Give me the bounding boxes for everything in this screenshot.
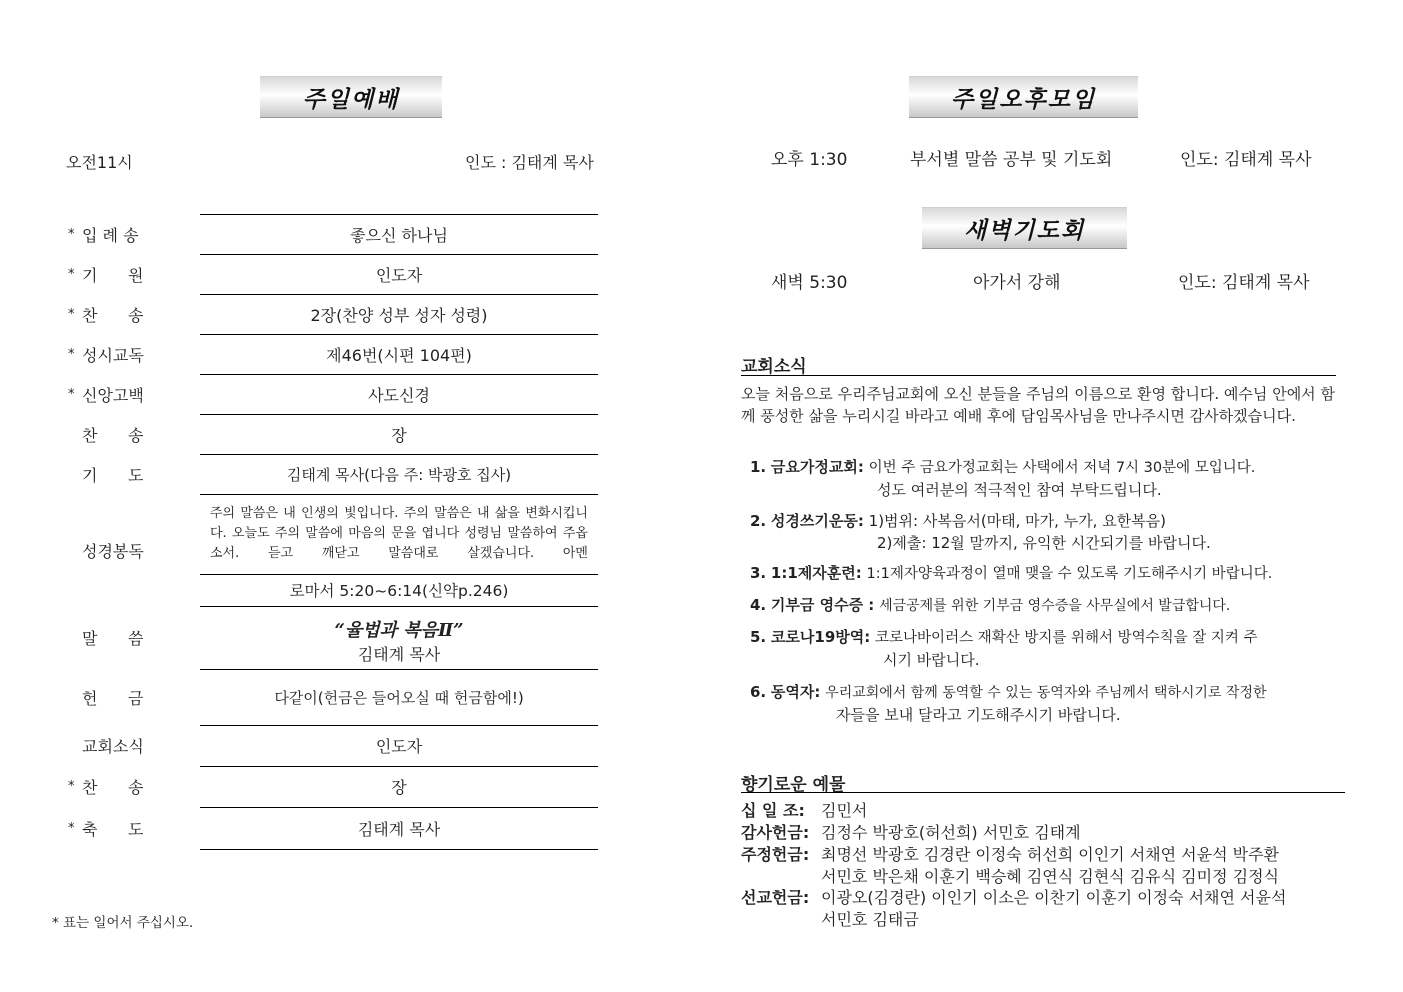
dawn-prayer-title: 새벽기도회 (922, 207, 1127, 249)
news-intro: 오늘 처음으로 우리주님교회에 오신 분들을 주님의 이름으로 환영 합니다. 예수님 안에서 함께 풍성한 삶을 누리시길 바라고 예배 후에 담임목사님을 만나주시면 감사하겠습니다. (741, 385, 1335, 425)
afternoon-leader: 인도: 김태계 목사 (1180, 150, 1312, 170)
order-label: 찬 송 (82, 778, 144, 797)
dawn-desc: 아가서 강해 (973, 273, 1061, 293)
news-num: 5. (750, 628, 767, 646)
news-heading: 교회소식 (741, 357, 807, 377)
news-key: 성경쓰기운동: (770, 512, 864, 530)
news-key: 코로나19방역: (770, 628, 871, 646)
service-leader: 인도 : 김태계 목사 (465, 153, 594, 172)
reading-prayer: 주의 말씀은 내 인생의 빛입니다. 주의 말씀은 내 삶을 변화시킵니다. 오늘도 주의 말씀에 마음의 문을 엽니다 성령님 말씀하여 주옵소서. 듣고 깨닫고 말씀대로 살겠습니다. 아멘 (210, 506, 588, 561)
news-line-2: 자들을 보내 달라고 기도해주시기 바랍니다. (836, 706, 1121, 724)
news-key: 동역자: (770, 683, 821, 701)
order-row-invocation (60, 254, 600, 294)
order-label: 신앙고백 (82, 385, 144, 405)
news-item-6 (750, 681, 1340, 726)
news-num: 6. (750, 683, 767, 701)
order-label: 찬 송 (82, 305, 144, 325)
service-time: 오전11시 (66, 153, 133, 172)
offering-weekly (741, 844, 1279, 887)
order-content: 다같이(헌금은 들어오실 때 헌금함에!) (274, 688, 524, 707)
order-row-benediction (60, 807, 600, 849)
offering-names: 김민서 (821, 801, 868, 820)
order-label: 기 도 (82, 465, 144, 485)
order-label: 기 원 (82, 265, 144, 285)
news-item-5 (750, 626, 1340, 671)
order-row-entrance (60, 214, 600, 254)
offering-names-2: 서민호 김태금 (821, 909, 919, 929)
dawn-time: 새벽 5:30 (771, 273, 848, 293)
standing-mark: * (68, 386, 75, 402)
news-line: 우리교회에서 함께 동역할 수 있는 동역자와 주님께서 택하시기로 작정한 (825, 685, 1267, 701)
order-row-hymn-1 (60, 294, 600, 334)
offering-key: 감사헌금: (741, 823, 810, 842)
news-item-1 (750, 456, 1340, 501)
offering-key: 십 일 조: (741, 801, 805, 820)
afternoon-time: 오후 1:30 (771, 150, 848, 170)
reading-reference: 로마서 5:20~6:14(신약p.246) (289, 582, 509, 600)
news-key: 금요가정교회: (770, 458, 864, 476)
order-label: 성경봉독 (82, 541, 144, 561)
order-content: 인도자 (375, 265, 423, 285)
offering-thanks (741, 822, 1081, 844)
news-num: 4. (750, 596, 767, 614)
order-content: 2장(찬양 성부 성자 성령) (310, 305, 488, 325)
news-line: 코로나바이러스 재확산 방지를 위해서 방역수칙을 잘 지켜 주 (875, 630, 1258, 646)
order-row-announcements (60, 725, 600, 766)
order-row-responsive-reading (60, 334, 600, 374)
order-label: 입 례 송 (82, 225, 139, 245)
order-label: 교회소식 (82, 737, 144, 756)
order-row-creed (60, 374, 600, 414)
standing-mark: * (68, 266, 75, 282)
order-content: 김태계 목사(다음 주: 박광호 집사) (286, 465, 512, 484)
news-line: 1)범위: 사복음서(마태, 마가, 누가, 요한복음) (868, 512, 1167, 530)
news-item-3 (750, 562, 1340, 585)
footnote: * 표는 일어서 주십시오. (52, 915, 194, 931)
offering-heading: 향기로운 예물 (741, 775, 846, 795)
offering-names: 최명선 박광호 김경란 이정숙 허선희 이인기 서채연 서윤석 박주환 (821, 845, 1280, 864)
standing-mark: * (68, 779, 75, 794)
sermon-preacher: 김태계 목사 (357, 645, 441, 664)
sermon-title: “율법과 복음Ⅱ” (334, 620, 464, 641)
offering-names-2: 서민호 박은채 이훈기 백승혜 김연식 김현식 김유식 김미정 김정식 (821, 866, 1280, 886)
news-line: 이번 주 금요가정교회는 사택에서 저녁 7시 30분에 모입니다. (868, 460, 1256, 476)
offering-key: 선교헌금: (741, 888, 810, 907)
order-row-hymn-2 (60, 414, 600, 454)
news-line-2: 2)제출: 12월 말까지, 유익한 시간되기를 바랍니다. (877, 534, 1211, 552)
offering-names: 이광오(김경란) 이인기 이소은 이찬기 이훈기 이정숙 서채연 서윤석 (821, 888, 1287, 907)
news-key: 기부금 영수증 : (770, 596, 875, 614)
news-key: 1:1제자훈련: (770, 564, 862, 582)
offering-tithe (741, 800, 867, 822)
order-label: 말 씀 (82, 629, 144, 648)
news-line: 1:1제자양육과정이 열매 맺을 수 있도록 기도해주시기 바랍니다. (866, 566, 1273, 582)
dawn-leader: 인도: 김태계 목사 (1178, 273, 1310, 293)
order-row-prayer (60, 454, 600, 494)
afternoon-desc: 부서별 말씀 공부 및 기도회 (910, 150, 1113, 170)
order-label: 축 도 (82, 819, 144, 839)
offering-names: 김정수 박광호(허선희) 서민호 김태계 (821, 823, 1081, 842)
news-num: 2. (750, 512, 767, 530)
news-num: 1. (750, 458, 767, 476)
standing-mark: * (68, 226, 75, 242)
order-row-hymn-3 (60, 766, 600, 807)
order-content: 장 (391, 778, 407, 797)
order-label: 헌 금 (82, 688, 144, 708)
order-row-offering (60, 669, 600, 725)
order-label: 성시교독 (82, 345, 144, 365)
order-content: 인도자 (375, 737, 423, 756)
news-num: 3. (750, 564, 767, 582)
news-line-2: 성도 여러분의 적극적인 참여 부탁드립니다. (877, 481, 1162, 499)
news-line: 세금공제를 위한 기부금 영수증을 사무실에서 발급합니다. (879, 598, 1231, 614)
news-item-2 (750, 510, 1340, 554)
standing-mark: * (68, 306, 75, 322)
offering-mission (741, 887, 1286, 930)
order-content: 사도신경 (368, 385, 430, 405)
news-line-2: 시기 바랍니다. (883, 651, 980, 669)
order-label: 찬 송 (82, 425, 144, 445)
news-item-4 (750, 594, 1340, 617)
offering-key: 주정헌금: (741, 845, 810, 864)
order-content: 장 (391, 425, 407, 445)
afternoon-meeting-title: 주일오후모임 (909, 76, 1138, 118)
sunday-service-title: 주일예배 (260, 76, 442, 118)
standing-mark: * (68, 820, 75, 836)
order-content: 좋으신 하나님 (350, 225, 448, 245)
order-content: 제46번(시편 104편) (326, 345, 472, 365)
standing-mark: * (68, 346, 75, 362)
order-content: 김태계 목사 (357, 819, 441, 839)
